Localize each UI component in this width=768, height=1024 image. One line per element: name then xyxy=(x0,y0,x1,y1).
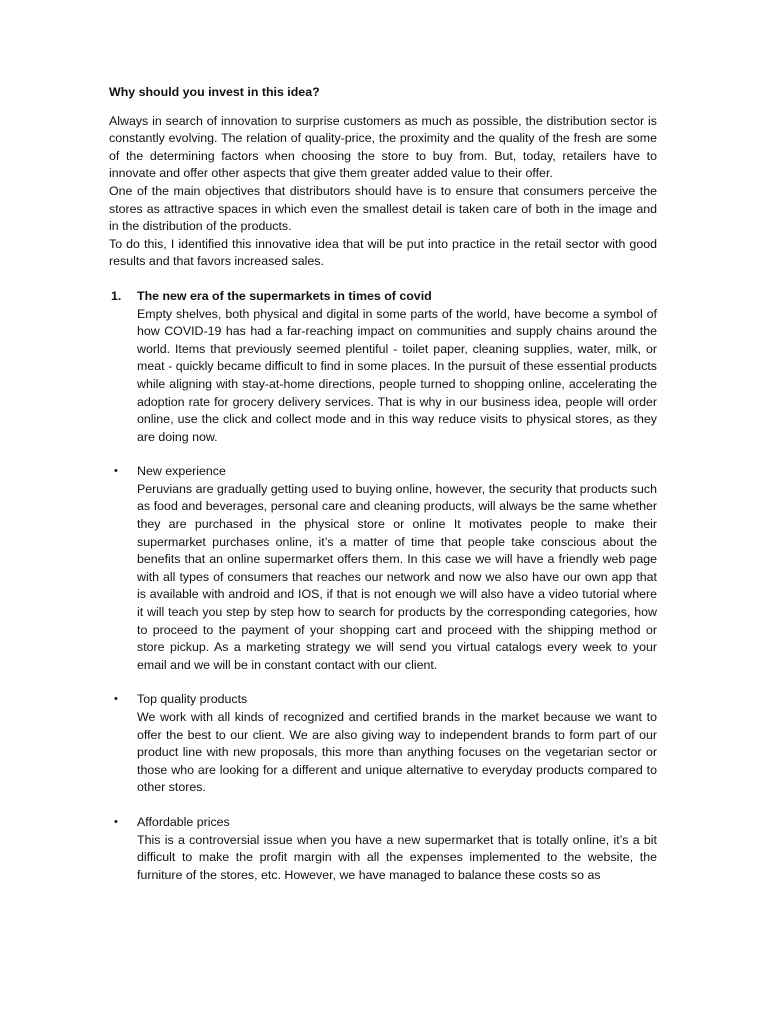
document-title: Why should you invest in this idea? xyxy=(109,85,320,99)
bullet-icon: • xyxy=(114,693,118,706)
intro-paragraph-3: To do this, I identified this innovative idea that will be put into practice in the retail sector with good results and that favors increased sales. xyxy=(109,236,657,269)
bullet-icon: • xyxy=(114,465,118,478)
document-page xyxy=(109,84,657,884)
bullet-item-top-quality xyxy=(109,691,657,797)
item-body-new-experience: Peruvians are gradually getting used to buying online, however, the security that products such as food and beverages, personal care and cleaning products, will always be the same whether they are purchased in the physical store or online It motivates people to make their supermarket purchases online, it’s a matter of time that people take conscious about the benefits that an online supermarket offers them. In this case we will have a friendly web page with all types of consumers that reaches our network and now we also have our own app that is available with android and IOS, if that is not enough we will also have a video tutorial where it will teach you step by step how to search for products by the corresponding categories, how to proceed to the payment of your shopping cart and proceed with the shipping method or store pickup. As a marketing strategy we will send you virtual catalogs every week to your email and we will be in constant contact with our client. xyxy=(137,481,657,672)
bullet-icon: • xyxy=(114,815,118,828)
intro-paragraph-1: Always in search of innovation to surprise customers as much as possible, the distribution sector is constantly evolving. The relation of quality-price, the proximity and the quality of the fresh are some of the determining factors when choosing the store to buy from. But, today, retailers have to innovate and offer other aspects that give them greater added value to their offer. xyxy=(109,113,657,181)
bullet-item-affordable-prices xyxy=(109,814,657,884)
item-body-affordable-prices: This is a controversial issue when you have a new supermarket that is totally online, it’s a bit difficult to make the profit margin with all the expenses implemented to the website, the furniture of the stores, etc. However, we have managed to balance these costs so as xyxy=(137,832,657,882)
item-heading-affordable-prices: Affordable prices xyxy=(137,814,230,829)
list-number: 1. xyxy=(111,288,122,303)
numbered-item-1 xyxy=(109,288,657,446)
intro-section xyxy=(109,113,657,271)
item-body-covid: Empty shelves, both physical and digital in some parts of the world, have become a symbol of how COVID-19 has had a far-reaching impact on communities and supply chains around the world. Items that previously seemed plentiful - toilet paper, cleaning supplies, water, milk, or meat - quickly became difficult to find in some places. In the pursuit of these essential products while aligning with stay-at-home directions, people turned to shopping online, accelerating the adoption rate for grocery delivery services. That is why in our business idea, people will order online, use the click and collect mode and in this way reduce visits to physical stores, as they are doing now. xyxy=(137,306,657,444)
item-heading-covid: The new era of the supermarkets in times of covid xyxy=(137,288,432,303)
item-heading-new-experience: New experience xyxy=(137,464,226,479)
bullet-item-new-experience xyxy=(109,463,657,674)
intro-paragraph-2: One of the main objectives that distributors should have is to ensure that consumers perceive the stores as attractive spaces in which even the smallest detail is taken care of both in the image and in the distribution of the products. xyxy=(109,183,657,234)
item-body-top-quality: We work with all kinds of recognized and certified brands in the market because we want to offer the best to our client. We are also giving way to independent brands to form part of our product line with new proposals, this more than anything focuses on the vegetarian sector or those who are looking for a different and unique alternative to everyday products compared to other stores. xyxy=(137,710,657,795)
item-heading-top-quality: Top quality products xyxy=(137,692,248,707)
